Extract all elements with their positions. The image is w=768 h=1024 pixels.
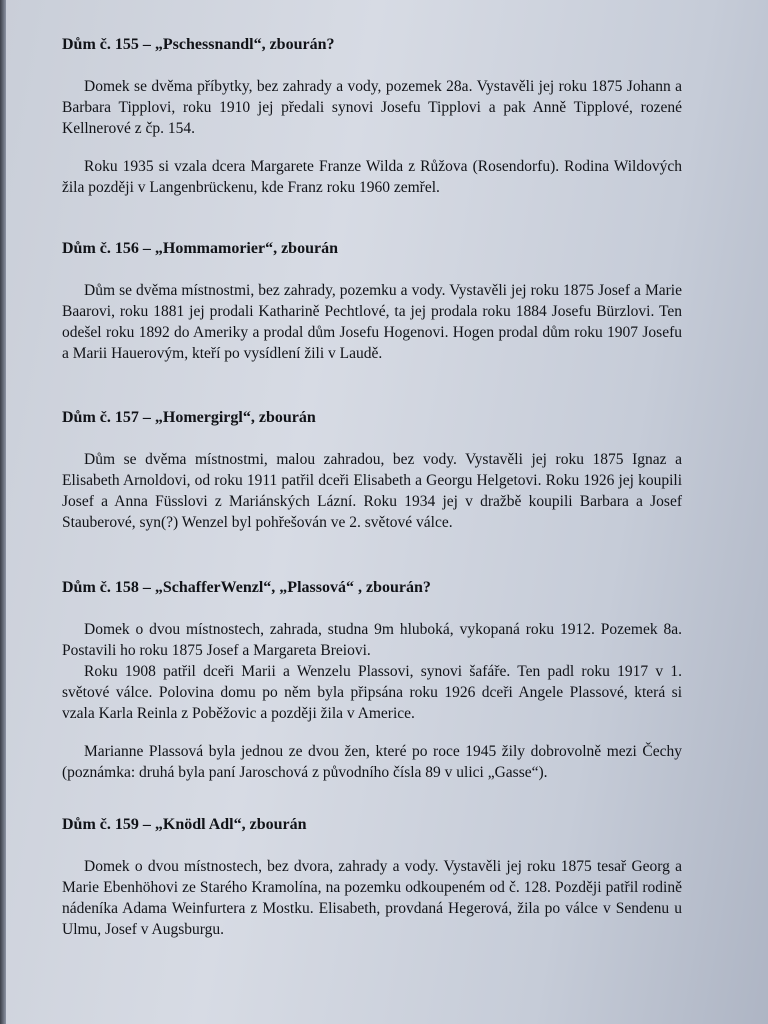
section-house-157 — [62, 407, 682, 533]
section-heading: Dům č. 155 – „Pschessnandl“, zbourán? — [62, 36, 335, 53]
section-heading: Dům č. 159 – „Knödl Adl“, zbourán — [62, 816, 307, 833]
paragraph: Domek o dvou místnostech, zahrada, studna 9m hluboká, vykopaná roku 1912. Pozemek 8a. Postavili ho roku 1875 Josef a Margareta Breiovi. — [62, 621, 682, 659]
section-house-159 — [62, 814, 682, 940]
section-house-156 — [62, 238, 682, 364]
paragraph: Dům se dvěma místnostmi, bez zahrady, pozemku a vody. Vystavěli jej roku 1875 Josef a Marie Baarovi, roku 1881 jej prodali Katharině Pechtlové, ta jej prodala roku 1884 Josefu Bürzlovi. Ten odešel roku 1892 do Ameriky a prodal dům Josefu Hogenovi. Hogen prodal dům roku 1907 Josefu a Marii Hauerovým, kteří po vysídlení žili v Laudě. — [62, 282, 682, 362]
paragraph: Roku 1908 patřil dceři Marii a Wenzelu Plassovi, synovi šafáře. Ten padl roku 1917 v 1. světové válce. Polovina domu po něm byla připsána roku 1926 dceři Angele Plassové, která si vzala Karla Reinla z Poběžovic a později žila v Americe. — [62, 663, 682, 722]
section-heading: Dům č. 156 – „Hommamorier“, zbourán — [62, 240, 338, 257]
section-heading: Dům č. 157 – „Homergirgl“, zbourán — [62, 409, 316, 426]
section-heading: Dům č. 158 – „SchafferWenzl“, „Plassová“ , zbourán? — [62, 579, 431, 596]
section-house-158 — [62, 577, 682, 783]
page-binding-edge — [0, 0, 6, 1024]
paragraph: Roku 1935 si vzala dcera Margarete Franze Wilda z Růžova (Rosendorfu). Rodina Wildových žila později v Langenbrückenu, kde Franz roku 1960 zemřel. — [62, 158, 682, 196]
paragraph: Domek se dvěma příbytky, bez zahrady a vody, pozemek 28a. Vystavěli jej roku 1875 Johann a Barbara Tipplovi, roku 1910 jej předali synovi Josefu Tipplovi a pak Anně Tipplové, rozené Kellnerové z čp. 154. — [62, 78, 682, 137]
paragraph: Domek o dvou místnostech, bez dvora, zahrady a vody. Vystavěli jej roku 1875 tesař Georg a Marie Ebenhöhovi ze Starého Kramolína, na pozemku odkoupeném od č. 128. Později patřil rodině nádeníka Adama Weinfurtera z Mostku. Elisabeth, provdaná Hegerová, žila po válce v Sendenu u Ulmu, Josef v Augsburgu. — [62, 858, 682, 938]
paragraph: Dům se dvěma místnostmi, malou zahradou, bez vody. Vystavěli jej roku 1875 Ignaz a Elisabeth Arnoldovi, od roku 1911 patřil dceři Elisabeth a Georgu Helgetovi. Roku 1926 jej koupili Josef a Anna Füsslovi z Mariánských Lázní. Roku 1934 jej v dražbě koupili Barbara a Josef Stauberové, syn(?) Wenzel byl pohřešován ve 2. světové válce. — [62, 451, 682, 531]
section-house-155 — [62, 34, 682, 198]
paragraph: Marianne Plassová byla jednou ze dvou žen, které po roce 1945 žily dobrovolně mezi Čechy (poznámka: druhá byla paní Jaroschová z původního čísla 89 v ulici „Gasse“). — [62, 743, 682, 781]
